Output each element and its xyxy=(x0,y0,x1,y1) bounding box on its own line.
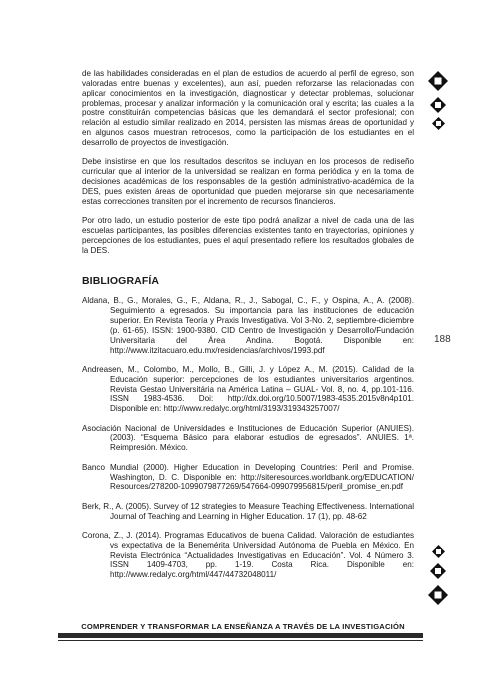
body-paragraph: de las habilidades consideradas en el plan de estudios de acuerdo al perfil de egreso, son valoradas entre buenas y excelentes), aun así, pueden reforzarse las relacionadas con aplicar conocimientos en la investigación, diagnosticar y detectar problemas, solucionar problemas, procesar y analizar información y la comunicación oral y escrita; las cuales a la postre constituirán competencias básicas que les demandará el sector profesional; con relación al estudio similar realizado en 2014, persisten las mismas áreas de oportunidad y en algunos casos muestran retrocesos, como la participación de los estudiantes en el desarrollo de proyectos de investigación. xyxy=(82,69,414,147)
page-number: 188 xyxy=(434,334,451,345)
bibliography-entry: Andreasen, M., Colombo, M., Mollo, B., Gilli, J. y López A., M. (2015). Calidad de la Educación superior: percepciones de los estudiantes universitarios argentinos. Revista Gestao Universitária na América Latina – GUAL- Vol. 8, no. 4, pp.101-116. ISSN 1983-4536. Doi: http://dx.doi.org/10.5007/1983-4535.2015v8n4p101. Disponible en: http://www.redalyc.org/html/3193/319343257007/ xyxy=(82,364,414,414)
bibliography-entry: Corona, Z., J. (2014). Programas Educativos de buena Calidad. Valoración de estudiantes vs expectativa de la Benemérita Universidad Autónoma de Puebla en México. En Revista Electrónica “Actualidades Investigativas en Educación”. Vol. 4 Número 3. ISSN 1409-4703, pp. 1-19. Costa Rica. Disponible en: http://www.redalyc.org/html/447/44732048011/ xyxy=(82,530,414,580)
footer-book-title: COMPRENDER Y TRANSFORMAR LA ENSEÑANZA A TRAVÉS DE LA INVESTIGACIÓN xyxy=(81,622,405,631)
bibliography-entry: Aldana, B., G., Morales, G., F., Aldana, R., J., Sabogal, C., F., y Ospina, A., A. (2008). Seguimiento a egresados. Su importancia para las instituciones de educación superior. En Revista Teoría y Praxis Investigativa. Vol 3-No. 2, septiembre-diciembre (p. 61-65). ISSN: 1900-9380. CID Centro de Investigación y Desarrollo/Fundación Universitaria del Área Andina. Bogotá. Disponible en: http://www.itzitacuaro.edu.mx/residencias/archivos/1993.pdf xyxy=(82,296,414,355)
small-ornament-icon xyxy=(427,545,449,558)
footer-rule xyxy=(58,640,423,641)
small-ornament-icon xyxy=(427,117,449,130)
bibliography-entry: Asociación Nacional de Universidades e Instituciones de Educación Superior (ANUIES). (2003). “Esquema Básico para elaborar estudios de egresados”. ANUIES. 1ª. Reimpresión. México. xyxy=(82,423,414,453)
large-ornament-icon xyxy=(427,71,449,91)
body-paragraph: Por otro lado, un estudio posterior de este tipo podrá analizar a nivel de cada una de las escuelas participantes, las posibles diferencias existentes tanto en trayectorias, opiniones y percepciones de los estudiantes, pues el aquí presentado refiere los resultados globales de la DES. xyxy=(82,215,414,255)
medium-ornament-icon xyxy=(427,97,449,113)
body-paragraph: Debe insistirse en que los resultados descritos se incluyan en los procesos de rediseño curricular que al interior de la universidad se realizan en forma periódica y en la toma de decisiones académicas de los responsables de la gestión administrativo-académica de la DES, pues existen áreas de oportunidad que pueden mejorarse sin que necesariamente estas correcciones transiten por el incremento de recursos financieros. xyxy=(82,157,414,206)
medium-ornament-icon xyxy=(427,563,449,579)
footer-rule xyxy=(58,633,423,638)
bibliography-entry: Berk, R., A. (2005). Survey of 12 strategies to Measure Teaching Effectiveness. International Journal of Teaching and Learning in Higher Education. 17 (1), pp. 48-62 xyxy=(82,501,414,521)
large-ornament-icon xyxy=(427,585,449,605)
page-content xyxy=(82,69,414,590)
bibliography-heading: BIBLIOGRAFÍA xyxy=(82,275,160,288)
bibliography-entry: Banco Mundial (2000). Higher Education in Developing Countries: Peril and Promise. Washington, D. C. Disponible en: http://siteresources.worldbank.org/EDUCATION/ Resources/278200-1099079877269/547664-099079956815/peril_promise_en.pdf xyxy=(82,462,414,492)
